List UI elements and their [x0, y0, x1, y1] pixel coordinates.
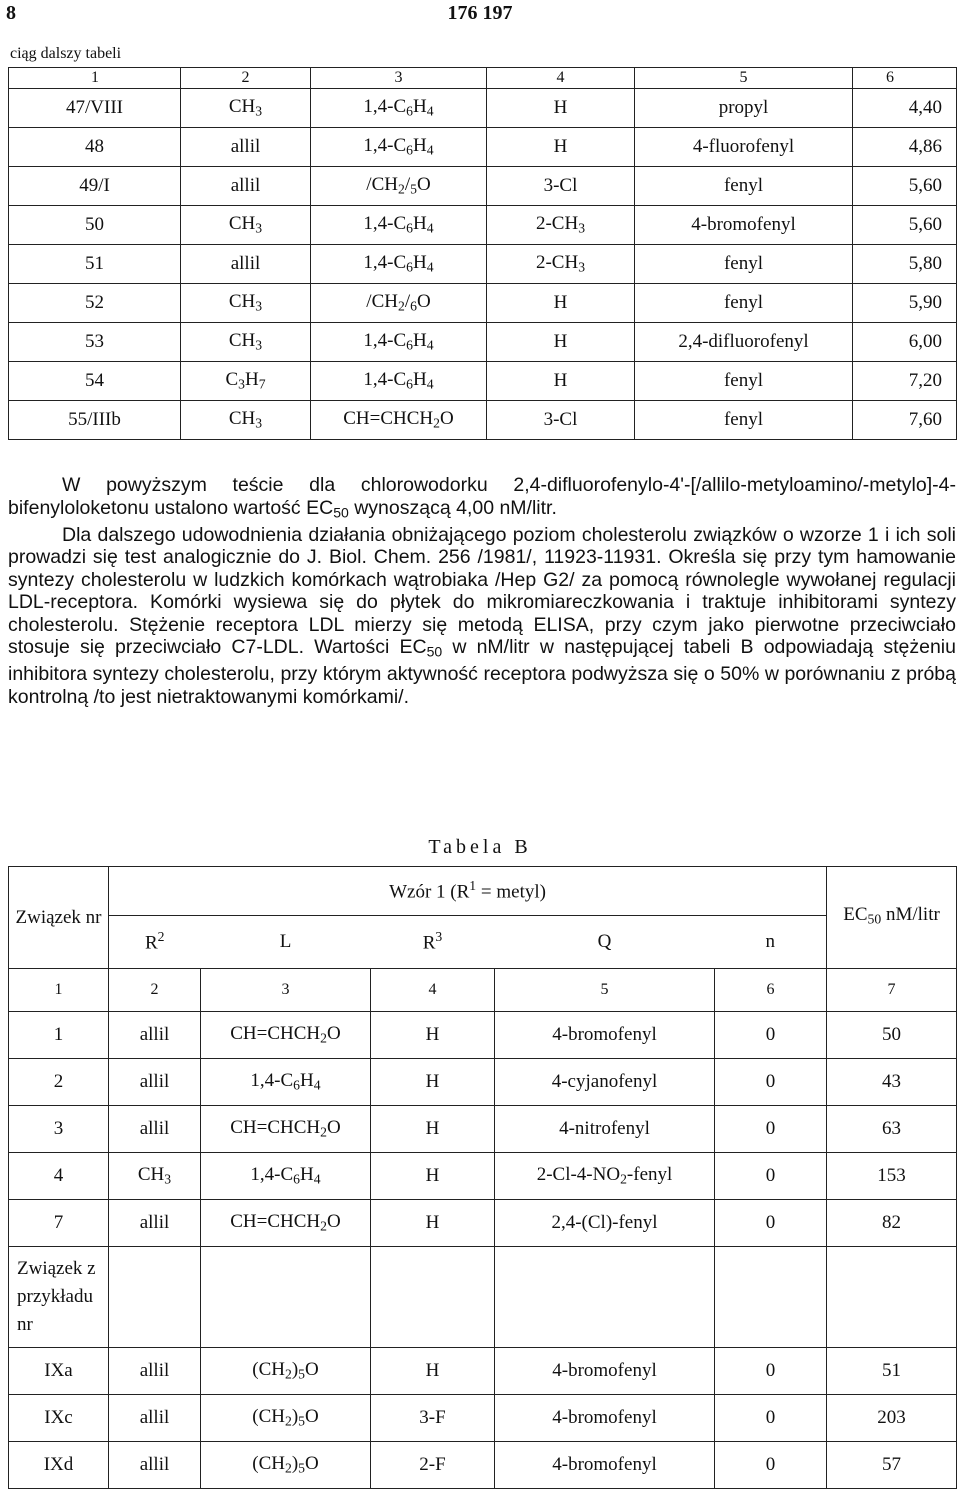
table-cell: 3	[9, 1106, 109, 1153]
table-cell: $1,4-C_6H_4$	[311, 245, 487, 284]
table-cell: 0	[715, 1442, 827, 1489]
table-cell: 2	[9, 1059, 109, 1106]
paragraph-1: W powyższym teście dla chlorowodorku 2,4-difluorofenylo-4'-[/allilo-metyloamino/-metylo]-4-bifenyloloketonu ustalono wartość $EC_{50}$ wynoszącą 4,00 nM/litr.	[8, 474, 956, 520]
table-cell: 3-Cl	[487, 401, 635, 440]
header-ec50: $EC_{50}$ nM/litr	[827, 867, 957, 969]
table-cell: 4,40	[853, 89, 957, 128]
table-row	[9, 128, 957, 167]
table-cell: $2-CH_3$	[487, 245, 635, 284]
table-row	[9, 206, 957, 245]
table-a	[8, 67, 957, 440]
table-cell: 51	[827, 1348, 957, 1395]
patent-number: 176 197	[447, 2, 513, 24]
empty-cell	[495, 1247, 715, 1348]
table-row	[9, 1106, 957, 1153]
table-a-column-number: 4	[487, 68, 635, 89]
table-cell: fenyl	[635, 245, 853, 284]
table-cell: H	[487, 323, 635, 362]
header-compound: Związek nr	[9, 867, 109, 969]
table-cell: 4-bromofenyl	[635, 206, 853, 245]
table-cell: 4-bromofenyl	[495, 1348, 715, 1395]
table-cell: $1,4-C_6H_4$	[311, 89, 487, 128]
table-cell: 63	[827, 1106, 957, 1153]
table-cell: 5,80	[853, 245, 957, 284]
table-cell: 0	[715, 1200, 827, 1247]
table-cell: $CH_3$	[181, 323, 311, 362]
table-cell: 50	[9, 206, 181, 245]
table-b-column-number: 3	[201, 969, 371, 1012]
table-row	[9, 167, 957, 206]
table-cell: $CH_3$	[181, 401, 311, 440]
table-cell: 5,60	[853, 206, 957, 245]
table-cell: $/CH_2/_6O$	[311, 284, 487, 323]
table-cell: 4-cyjanofenyl	[495, 1059, 715, 1106]
header-q: Q	[495, 916, 715, 969]
table-cell: 1	[9, 1012, 109, 1059]
table-cell: 43	[827, 1059, 957, 1106]
table-row	[9, 1012, 957, 1059]
table-row	[9, 1153, 957, 1200]
table-cell: $1,4-C_6H_4$	[311, 362, 487, 401]
table-cell: 0	[715, 1395, 827, 1442]
table-cell: 4-bromofenyl	[495, 1442, 715, 1489]
table-cell: fenyl	[635, 362, 853, 401]
empty-cell	[109, 1247, 201, 1348]
empty-cell	[201, 1247, 371, 1348]
table-row	[9, 245, 957, 284]
table-a-column-number: 1	[9, 68, 181, 89]
table-row	[9, 1442, 957, 1489]
table-cell: 6,00	[853, 323, 957, 362]
table-cell: 49/I	[9, 167, 181, 206]
table-row	[9, 1348, 957, 1395]
table-cell: $2-CH_3$	[487, 206, 635, 245]
table-cell: allil	[181, 167, 311, 206]
table-row	[9, 284, 957, 323]
table-a-column-number: 6	[853, 68, 957, 89]
table-cell: allil	[109, 1442, 201, 1489]
table-cell: H	[371, 1153, 495, 1200]
table-cell: $CH_3$	[181, 284, 311, 323]
header-r3: $R^3$	[371, 916, 495, 969]
table-cell: $(CH_2)_5O$	[201, 1442, 371, 1489]
body-text	[8, 474, 956, 708]
table-cell: allil	[109, 1395, 201, 1442]
table-cell: H	[371, 1012, 495, 1059]
table-cell: 153	[827, 1153, 957, 1200]
table-b-column-number: 5	[495, 969, 715, 1012]
table-cell: allil	[109, 1059, 201, 1106]
table-b-column-number: 2	[109, 969, 201, 1012]
table-row	[9, 1059, 957, 1106]
table-cell: 48	[9, 128, 181, 167]
table-cell: $2-Cl-4-NO_2$-fenyl	[495, 1153, 715, 1200]
table-cell: $(CH_2)_5O$	[201, 1395, 371, 1442]
table-cell: allil	[181, 245, 311, 284]
table-cell: allil	[109, 1348, 201, 1395]
table-cell: fenyl	[635, 167, 853, 206]
table-cell: 7	[9, 1200, 109, 1247]
table-b-column-number: 1	[9, 969, 109, 1012]
table-cell: 0	[715, 1059, 827, 1106]
table-cell: 4-fluorofenyl	[635, 128, 853, 167]
header-n: n	[715, 916, 827, 969]
table-cell: 57	[827, 1442, 957, 1489]
table-cell: 7,60	[853, 401, 957, 440]
table-cell: $(CH_2)_5O$	[201, 1348, 371, 1395]
table-cell: H	[371, 1200, 495, 1247]
table-cell: fenyl	[635, 284, 853, 323]
table-cell: 5,90	[853, 284, 957, 323]
table-cell: H	[487, 284, 635, 323]
table-cell: 52	[9, 284, 181, 323]
table-cell: 7,20	[853, 362, 957, 401]
table-cell: 0	[715, 1348, 827, 1395]
table-cell: 4	[9, 1153, 109, 1200]
table-a-column-number: 3	[311, 68, 487, 89]
table-cell: 4,86	[853, 128, 957, 167]
table-cell: $CH=CHCH_2O$	[201, 1012, 371, 1059]
header-l: L	[201, 916, 371, 969]
table-cell: $/CH_2/_5O$	[311, 167, 487, 206]
table-cell: 53	[9, 323, 181, 362]
table-cell: H	[487, 362, 635, 401]
table-cell: 51	[9, 245, 181, 284]
table-cell: $C_3H_7$	[181, 362, 311, 401]
table-cell: H	[487, 89, 635, 128]
table-cell: 0	[715, 1153, 827, 1200]
table-b-column-numbers	[9, 969, 957, 1012]
table-cell: $CH=CHCH_2O$	[201, 1106, 371, 1153]
table-cell: $1,4-C_6H_4$	[201, 1059, 371, 1106]
table-cell: 4-nitrofenyl	[495, 1106, 715, 1153]
table-cell: H	[371, 1106, 495, 1153]
table-row	[9, 323, 957, 362]
table-cell: 54	[9, 362, 181, 401]
table-a-column-number: 5	[635, 68, 853, 89]
table-cell: H	[371, 1059, 495, 1106]
table-cell: $1,4-C_6H_4$	[311, 323, 487, 362]
paragraph-2: Dla dalszego udowodnienia działania obniżającego poziom cholesterolu związków o wzorze 1 i ich soli prowadzi się test analogicznie do J. Biol. Chem. 256 /1981/, 11923-11931. Określa się przy tym hamowanie syntezy cholesterolu w ludzkich komórkach wątrobiaka /Hep G2/ za pomocą równolegle wywołanej regulacji LDL-receptora. Komórki wysiewa się do płytek do mikromiareczkowania i traktuje inhibitorami syntezy cholesterolu. Stężenie receptora LDL mierzy się metodą ELISA, przy czym jako pierwotne przeciwciało stosuje się przeciwciało C7-LDL. Wartości $EC_{50}$ w nM/litr w następującej tabeli B odpowiadają stężeniu inhibitora syntezy cholesterolu, przy którym aktywność receptora podwyższa się o 50% w porównaniu z próbą kontrolną /to jest nietraktowanymi komórkami/.	[8, 523, 956, 708]
table-cell: $CH=CHCH_2O$	[201, 1200, 371, 1247]
table-cell: IXd	[9, 1442, 109, 1489]
table-row	[9, 1395, 957, 1442]
table-cell: IXc	[9, 1395, 109, 1442]
table-cell: H	[487, 128, 635, 167]
table-row	[9, 362, 957, 401]
table-cell: 4-bromofenyl	[495, 1395, 715, 1442]
example-label-row	[9, 1247, 957, 1348]
empty-cell	[715, 1247, 827, 1348]
table-cell: 82	[827, 1200, 957, 1247]
table-cell: allil	[181, 128, 311, 167]
table-cell: 0	[715, 1106, 827, 1153]
table-cell: H	[371, 1348, 495, 1395]
table-cell: 3-F	[371, 1395, 495, 1442]
table-cell: 0	[715, 1012, 827, 1059]
table-row	[9, 89, 957, 128]
example-label: Związek z przykładu nr	[9, 1247, 109, 1348]
table-cell: allil	[109, 1200, 201, 1247]
table-cell: IXa	[9, 1348, 109, 1395]
table-cell: 203	[827, 1395, 957, 1442]
table-b-column-number: 7	[827, 969, 957, 1012]
table-cell: $1,4-C_6H_4$	[311, 128, 487, 167]
table-cell: propyl	[635, 89, 853, 128]
table-cell: 55/IIIb	[9, 401, 181, 440]
table-a-header-row	[9, 68, 957, 89]
empty-cell	[371, 1247, 495, 1348]
table-cell: allil	[109, 1012, 201, 1059]
table-cell: $CH_3$	[181, 206, 311, 245]
header-r2: $R^2$	[109, 916, 201, 969]
table-cell: 4-bromofenyl	[495, 1012, 715, 1059]
table-row	[9, 1200, 957, 1247]
table-cell: 2-F	[371, 1442, 495, 1489]
table-cell: fenyl	[635, 401, 853, 440]
table-cell: 50	[827, 1012, 957, 1059]
page-number: 8	[6, 2, 16, 24]
table-cell: $CH_3$	[109, 1153, 201, 1200]
table-cell: 5,60	[853, 167, 957, 206]
table-cell: 3-Cl	[487, 167, 635, 206]
table-b-title: Tabela B	[428, 836, 532, 858]
table-cell: allil	[109, 1106, 201, 1153]
table-cell: 2,4-difluorofenyl	[635, 323, 853, 362]
table-cell: 2,4-(Cl)-fenyl	[495, 1200, 715, 1247]
table-b-column-number: 6	[715, 969, 827, 1012]
table-cell: $CH=CHCH_2O$	[311, 401, 487, 440]
table-a-column-number: 2	[181, 68, 311, 89]
table-cell: 47/VIII	[9, 89, 181, 128]
table-cell: $CH_3$	[181, 89, 311, 128]
continuation-caption: ciąg dalszy tabeli	[10, 45, 122, 62]
table-cell: $1,4-C_6H_4$	[201, 1153, 371, 1200]
header-formula: Wzór 1 ($R^1$ = metyl)	[109, 867, 827, 916]
table-row	[9, 401, 957, 440]
table-b	[8, 866, 957, 1489]
table-b-column-number: 4	[371, 969, 495, 1012]
table-cell: $1,4-C_6H_4$	[311, 206, 487, 245]
empty-cell	[827, 1247, 957, 1348]
